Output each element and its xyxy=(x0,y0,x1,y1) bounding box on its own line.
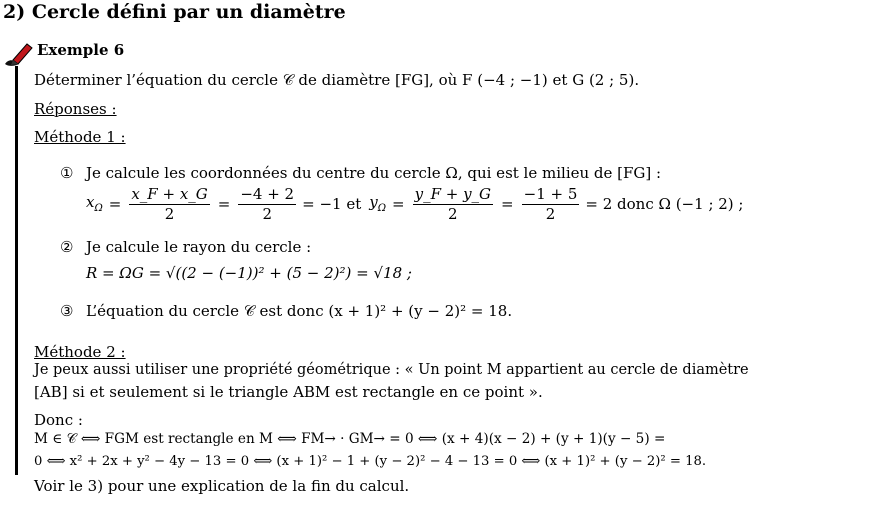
step2-number: ② xyxy=(60,238,74,256)
y-omega: $y_\Omega$ xyxy=(369,193,387,214)
example-statement: Déterminer l’équation du cercle 𝒞 de diamètre [FG], où F (−4 ; −1) et G (2 ; 5). xyxy=(34,71,640,89)
fraction-yF-yG: $\frac{y\_F + y\_G}{2}$ xyxy=(414,185,492,223)
step2-text: Je calcule le rayon du cercle : xyxy=(86,238,312,256)
method2-line5: 0 ⟺ x² + 2x + y² − 4y − 13 = 0 ⟺ (x + 1)² − 1 + (y − 2)² − 4 − 13 = 0 ⟺ (x + 1)² + (y − 2)² = 18. xyxy=(34,454,707,469)
fraction-xF-xG: $\frac{x\_F + x\_G}{2}$ xyxy=(131,185,208,223)
method2-line6: Voir le 3) pour une explication de la fin du calcul. xyxy=(34,477,410,495)
step3-number: ③ xyxy=(60,302,74,320)
step1-number: ① xyxy=(60,164,74,182)
method2-line4: M ∈ 𝒞 ⟺ FGM est rectangle en M ⟺ FM→ · GM→ = 0 ⟺ (x + 4)(x − 2) + (y + 1)(y − 5) = xyxy=(34,431,666,447)
method2-label: Méthode 2 : xyxy=(34,343,126,361)
step1-text: Je calcule les coordonnées du centre du cercle Ω, qui est le milieu de [FG] : xyxy=(86,164,662,182)
section-title: 2) Cercle défini par un diamètre xyxy=(3,1,346,23)
answers-label: Réponses : xyxy=(34,100,117,118)
step2-formula: R = ΩG = √((2 − (−1))² + (5 − 2)²) = √18 ; xyxy=(86,264,412,282)
method2-line3: Donc : xyxy=(34,411,83,429)
step1-formula: $x_\Omega$ = $\frac{x\_F + x\_G}{2}$ = $\frac{-4 + 2}{2}$ = −1 et $y_\Omega$ = $\frac{y\_F + y\_G}{2}$ = $\frac{-1 + 5}{2}$ = 2 donc Ω (−1 ; 2) ; xyxy=(86,185,744,223)
example-title: Exemple 6 xyxy=(37,41,125,59)
method2-line2: [AB] si et seulement si le triangle ABM est rectangle en ce point ». xyxy=(34,383,543,401)
example-sidebar-rule xyxy=(15,66,18,475)
fraction-minus4-plus2: $\frac{-4 + 2}{2}$ xyxy=(240,185,295,223)
step3-text: L’équation du cercle 𝒞 est donc (x + 1)² + (y − 2)² = 18. xyxy=(86,302,513,320)
x-omega: $x_\Omega$ xyxy=(86,193,103,214)
fraction-minus1-plus5: $\frac{-1 + 5}{2}$ xyxy=(523,185,578,223)
method1-label: Méthode 1 : xyxy=(34,128,126,146)
example-pencil-icon xyxy=(3,40,33,68)
method2-line1: Je peux aussi utiliser une propriété géométrique : « Un point M appartient au cercle de diamètre xyxy=(34,362,749,378)
